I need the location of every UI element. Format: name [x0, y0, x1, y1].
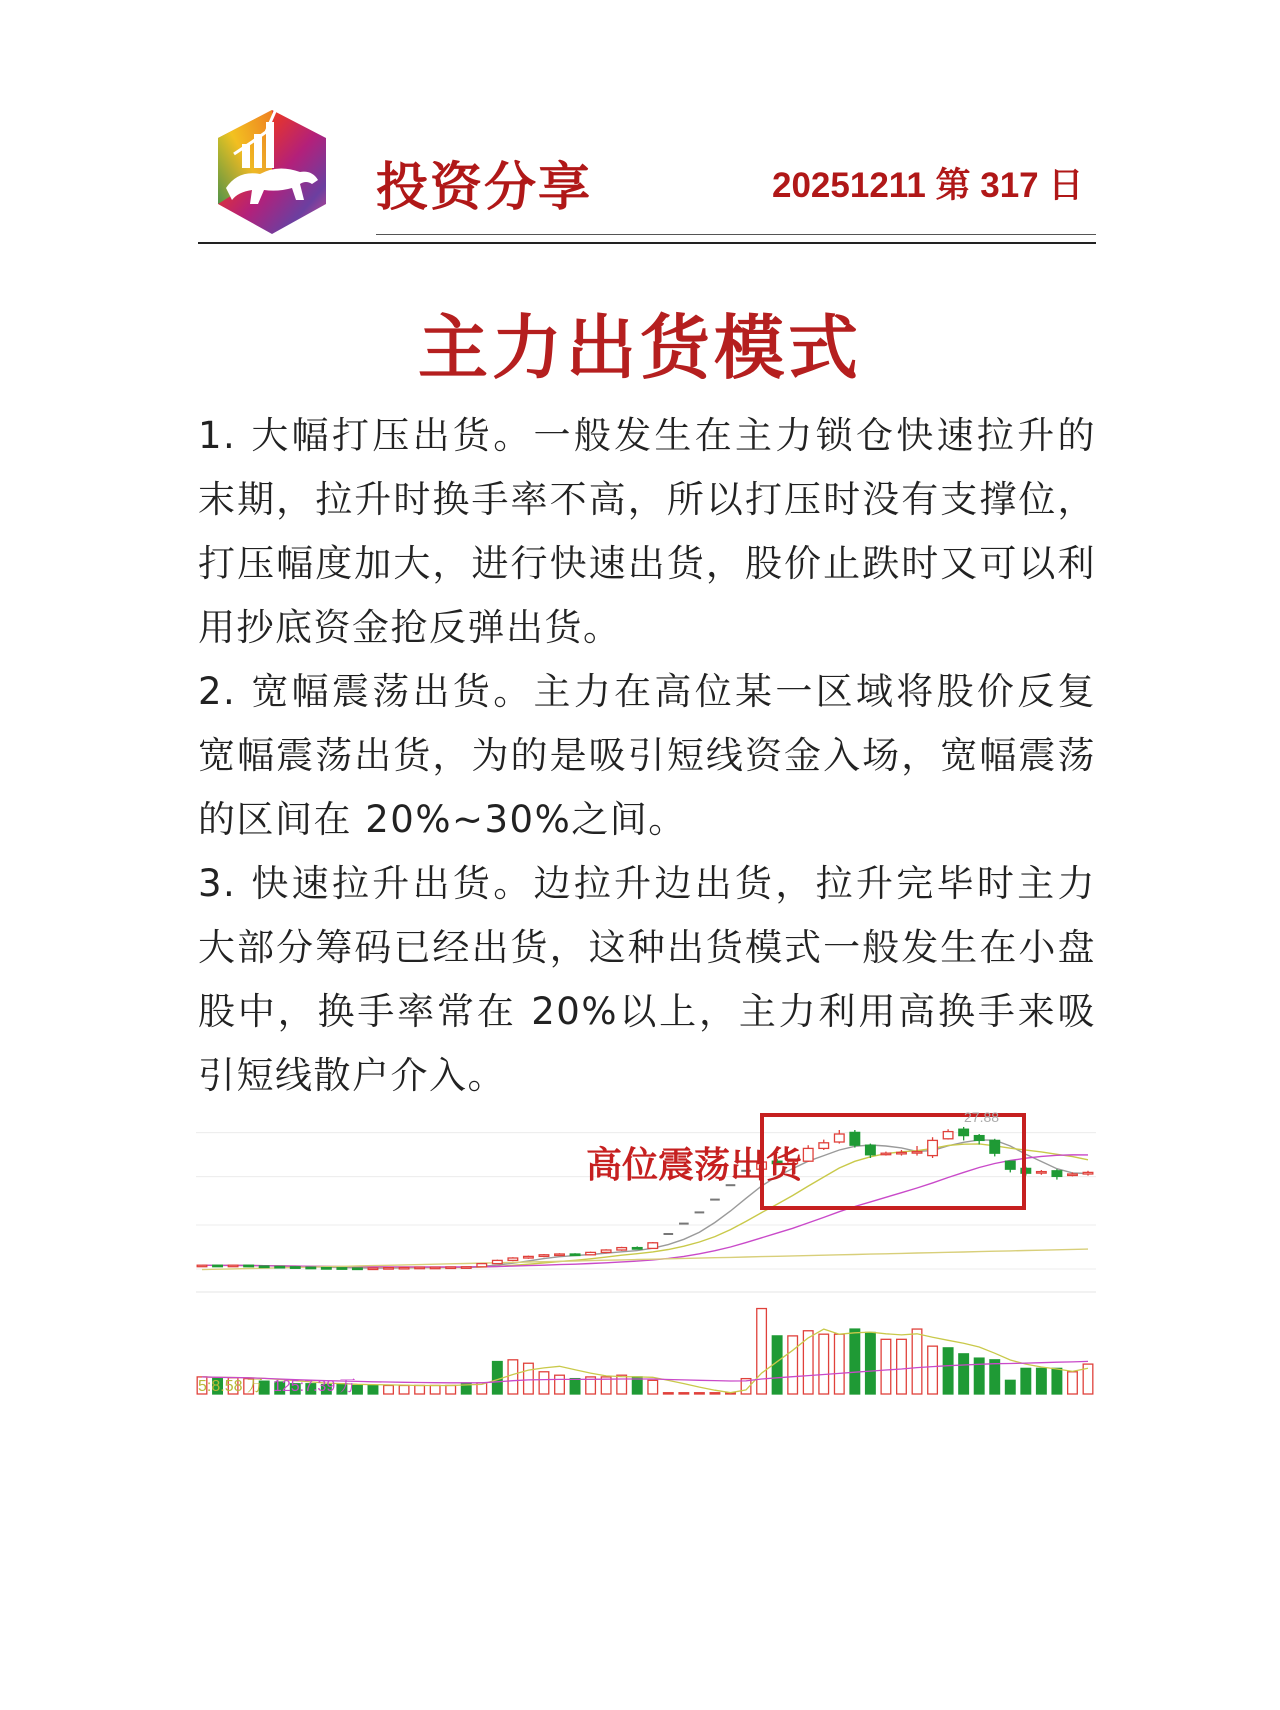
paragraph-1: 1. 大幅打压出货。一般发生在主力锁仓快速拉升的末期，拉升时换手率不高，所以打压时没有支撑位，打压幅度加大，进行快速出货，股价止跌时又可以利用抄底资金抢反弹出货。 [198, 414, 1096, 649]
candle-down [570, 1254, 580, 1256]
candle-down [1052, 1171, 1062, 1177]
candle-up [1083, 1172, 1093, 1174]
volume-bar [430, 1385, 440, 1394]
candle-down [244, 1265, 254, 1267]
volume-bar [897, 1339, 907, 1394]
header-divider-thin [376, 234, 1096, 235]
candle-down [959, 1129, 969, 1135]
candle-down [990, 1140, 1000, 1153]
candle-up [399, 1267, 409, 1269]
candle-up [912, 1152, 922, 1154]
candle-up [539, 1255, 549, 1257]
kline-chart-svg [196, 1104, 1096, 1544]
volume-bar [539, 1372, 549, 1394]
volume-legend-ma125: 125:7.39 万 [272, 1378, 356, 1395]
volume-legend-ma5: 5:8.58 万 [198, 1378, 263, 1395]
candle-down [353, 1268, 363, 1270]
volume-bar [524, 1363, 534, 1394]
candle-up [415, 1267, 425, 1269]
volume-bar [959, 1354, 969, 1394]
candle-up [928, 1140, 938, 1155]
candle-up [601, 1250, 611, 1252]
candle-up [834, 1134, 844, 1142]
volume-bar [1021, 1368, 1031, 1394]
candle-up [1068, 1174, 1078, 1176]
volume-bar [850, 1329, 860, 1394]
volume-bar [788, 1336, 798, 1394]
candle-down [275, 1266, 285, 1268]
article-title: 主力出货模式 [418, 307, 862, 389]
volume-bar [415, 1385, 425, 1394]
candle-up [617, 1248, 627, 1250]
candle-up [197, 1265, 207, 1267]
bull-logo-icon [208, 92, 336, 242]
volume-bar [943, 1348, 953, 1394]
article-body [198, 404, 1096, 1108]
candle-down [306, 1267, 316, 1269]
candle-up [477, 1264, 487, 1267]
volume-bar [1005, 1380, 1015, 1394]
paragraph-2: 2. 宽幅震荡出货。主力在高位某一区域将股价反复宽幅震荡出货，为的是吸引短线资金入场，宽幅震荡的区间在 20%~30%之间。 [198, 670, 1096, 841]
candle-down [866, 1145, 876, 1155]
candle-down [259, 1266, 269, 1268]
volume-bar [912, 1329, 922, 1394]
candle-down [213, 1265, 223, 1267]
volume-bar [368, 1385, 378, 1394]
volume-bar [834, 1334, 844, 1394]
candle-down [974, 1136, 984, 1141]
volume-bar [1037, 1368, 1047, 1394]
candle-up [461, 1267, 471, 1269]
candle-down [1005, 1161, 1015, 1169]
volume-bar [570, 1379, 580, 1394]
volume-bar [881, 1339, 891, 1394]
volume-bar [757, 1309, 767, 1394]
volume-bar [493, 1362, 503, 1394]
peak-price-label: 27.88 [964, 1109, 1000, 1125]
volume-bar [695, 1393, 705, 1394]
candle-up [555, 1254, 565, 1256]
candle-up [228, 1265, 238, 1267]
volume-bar [1068, 1372, 1078, 1394]
volume-bar [446, 1385, 456, 1394]
volume-bar [819, 1334, 829, 1394]
candle-down [337, 1268, 347, 1270]
candle-down [850, 1132, 860, 1145]
candle-up [430, 1267, 440, 1269]
volume-bar [990, 1360, 1000, 1394]
candle-up [368, 1268, 378, 1270]
candle-down [632, 1248, 642, 1250]
candle-down [290, 1267, 300, 1269]
candle-up [384, 1268, 394, 1270]
volume-bar [384, 1385, 394, 1394]
candle-up [943, 1132, 953, 1139]
paragraph-3: 3. 快速拉升出货。边拉升边出货，拉升完毕时主力大部分筹码已经出货，这种出货模式一般发生在小盘股中，换手率常在 20%以上，主力利用高换手来吸引短线散户介入。 [198, 862, 1096, 1097]
candle-up [446, 1267, 456, 1269]
volume-bar [555, 1375, 565, 1394]
brand-name: 投资分享 [376, 158, 593, 218]
volume-bar [399, 1385, 409, 1394]
kline-chart [196, 1104, 1096, 1544]
candle-up [819, 1143, 829, 1149]
candle-up [1037, 1172, 1047, 1174]
candle-up [881, 1153, 891, 1155]
volume-bar [617, 1375, 627, 1394]
candle-up [493, 1260, 503, 1263]
candle-down [322, 1268, 332, 1270]
volume-bar [974, 1358, 984, 1394]
candle-up [586, 1252, 596, 1254]
issue-date: 20251211 第 317 日 [772, 166, 1084, 205]
volume-bar [679, 1393, 689, 1394]
candle-up [803, 1148, 813, 1161]
volume-bar [866, 1332, 876, 1394]
candle-up [508, 1258, 518, 1260]
header-divider-thick [198, 242, 1096, 244]
candle-up [648, 1243, 658, 1249]
annotation-label: 高位震荡出货 [585, 1145, 803, 1186]
volume-bar [663, 1393, 673, 1394]
volume-bar [1052, 1368, 1062, 1394]
volume-bar [928, 1346, 938, 1394]
volume-bar [710, 1393, 720, 1394]
candle-up [524, 1256, 534, 1258]
volume-bar [508, 1360, 518, 1394]
volume-bar [648, 1380, 658, 1394]
candle-up [897, 1152, 907, 1154]
volume-legend [198, 1378, 356, 1395]
